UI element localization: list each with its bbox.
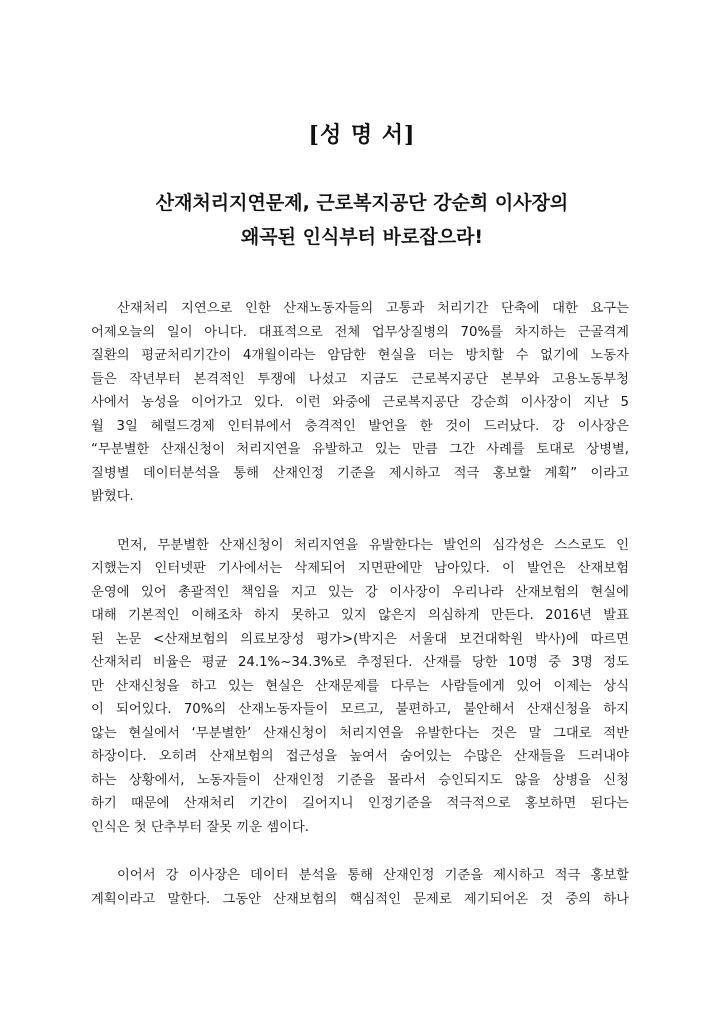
text-line: 질환의 평균처리기간이 4개월이라는 암담한 현실을 더는 방치할 수 없기에 노동자 [91,348,629,363]
text-line: 대해 기본적인 이해조차 하지 못하고 있지 않은지 의심하게 만든다. 2016년 발표 [91,608,629,623]
title-line: 산재처리지연문제, 근로복지공단 강순희 이사장의 [155,192,569,214]
title-line: 왜곡된 인식부터 바로잡으라! [240,226,484,248]
text-line: “무분별한 산재신청이 처리지연을 유발하고 있는 만큼 그간 사례를 토대로 상병별, [91,442,629,457]
text-line: 산재처리 비율은 평균 24.1%~34.3%로 추정된다. 산재를 당한 10명 중 3명 정도 [91,655,629,670]
text-line: 하장이다. 오히려 산재보험의 접근성을 높여서 숨어있는 수많은 산재들을 드러내야 [91,749,629,764]
text-line: 월 3일 헤럴드경제 인터뷰에서 충격적인 발언을 한 것이 드러났다. 강 이사장은 [91,418,629,434]
paragraph [91,864,629,911]
text-line: 어제오늘의 일이 아니다. 대표적으로 전체 업무상질병의 70%를 차지하는 근골격계 [91,324,629,340]
text-line: 먼저, 무분별한 산재신청이 처리지연을 유발한다는 발언의 심각성은 스스로도 인 [117,537,629,553]
text-line: 하기 때문에 산재처리 기간이 길어지니 인정기준을 적극적으로 홍보하면 된다는 [91,796,629,811]
document-title [60,186,664,254]
paragraph [91,534,629,840]
text-line: 만 산재신청을 하고 있는 현실은 산재문제를 다루는 사람들에게 있어 이제는 상식 [91,678,629,694]
text-line: 밝혔다. [91,489,134,504]
text-line: 사에서 농성을 이어가고 있다. 이런 와중에 근로복지공단 강순희 이사장이 지난 5 [91,395,629,410]
text-line: 이 되어있다. 70%의 산재노동자들이 모르고, 불편하고, 불안해서 산재신청을 하지 [91,702,629,717]
text-line: 인식은 첫 단추부터 잘못 끼운 셈이다. [91,819,310,835]
text-line: 지했는지 인터넷판 기사에서는 삭제되어 지면판에만 남아있다. 이 발언은 산재보험 [91,561,629,576]
text-line: 하는 상황에서, 노동자들이 산재인정 기준을 몰라서 승인되지도 않을 상병을 신청 [91,772,629,788]
text-line: 계획이라고 말한다. 그동안 산재보험의 핵심적인 문제로 제기되어온 것 중의 하나 [91,891,629,907]
text-line: 들은 작년부터 본격적인 투쟁에 나섰고 지금도 근로복지공단 본부와 고용노동부청 [91,371,629,387]
paragraph [91,297,629,509]
document-heading: [성 명 서] [308,122,416,148]
text-line: 이어서 강 이사장은 데이터 분석을 통해 산재인정 기준을 제시하고 적극 홍보할 [117,868,629,883]
text-line: 않는 현실에서 ‘무분별한’ 산재신청이 처리지연을 유발한다는 것은 말 그대로 적반 [91,725,629,741]
text-line: 된 논문 <산재보험의 의료보장성 평가>(박지은 서울대 보건대학원 박사)에 따르면 [91,631,629,647]
text-line: 질병별 데이터분석을 통해 산재인정 기준을 제시하고 적극 홍보할 계획” 이라고 [91,465,629,481]
document-body [91,297,629,936]
text-line: 산재처리 지연으로 인한 산재노동자들의 고통과 처리기간 단축에 대한 요구는 [117,301,629,316]
text-line: 운영에 있어 총괄적인 책임을 지고 있는 강 이사장이 우리나라 산재보험의 현실에 [91,584,629,600]
